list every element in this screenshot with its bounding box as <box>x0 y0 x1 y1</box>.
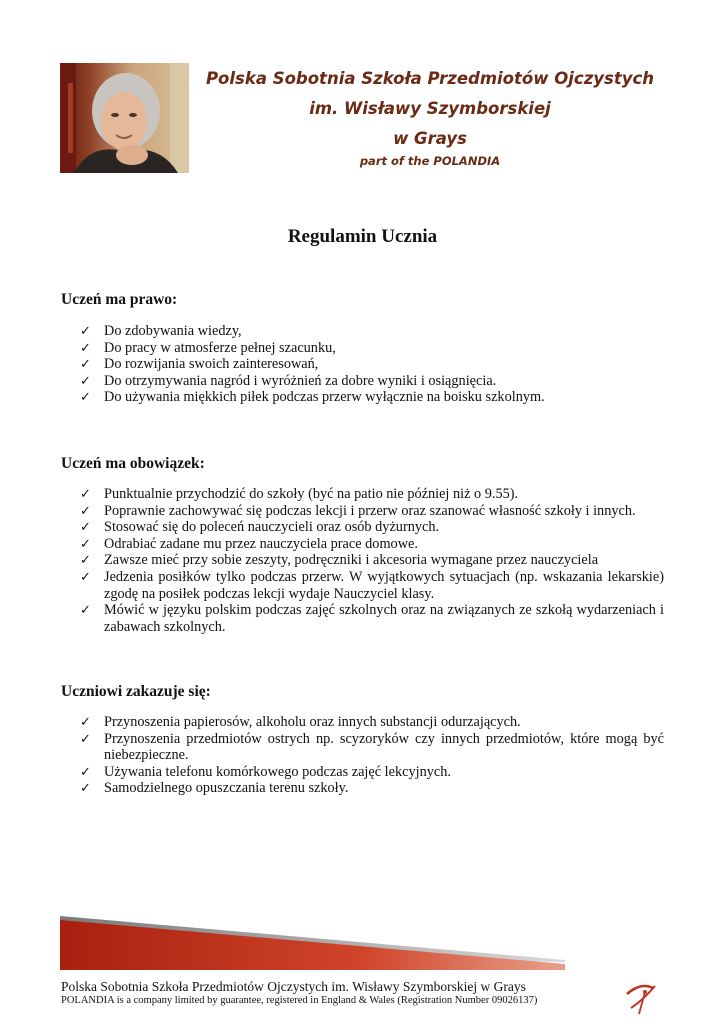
checkmark-icon: ✓ <box>80 602 91 618</box>
list-item: ✓ Do rozwijania swoich zainteresowań, <box>80 356 319 373</box>
polandia-logo-icon <box>621 978 661 1023</box>
checkmark-icon: ✓ <box>80 502 91 518</box>
checkmark-icon: ✓ <box>80 356 91 372</box>
checkmark-icon: ✓ <box>80 714 91 729</box>
checkmark-icon: ✓ <box>80 519 91 535</box>
list-item: ✓ Stosować się do poleceń nauczycieli oraz osób dyżurnych. <box>80 519 440 536</box>
footer-band <box>60 916 565 975</box>
list-item: ✓ Przynoszenia przedmiotów ostrych np. scyzoryków czy innych przedmiotów, które mogą być niebezpieczne. <box>80 730 664 764</box>
list-item: ✓ Poprawnie zachowywać się podczas lekcji i przerw oraz szanować własność szkoły i innych. <box>80 502 636 519</box>
school-subtitle: part of the POLANDIA <box>359 154 501 168</box>
section-heading-duties: Uczeń ma obowiązek: <box>61 455 205 472</box>
checkmark-icon: ✓ <box>80 568 91 584</box>
checkmark-icon: ✓ <box>80 763 91 779</box>
list-item: ✓ Zawsze mieć przy sobie zeszyty, podręczniki i akcesoria wymagane przez nauczyciela <box>80 552 599 569</box>
document-title: Regulamin Ucznia <box>287 226 438 247</box>
checkmark-icon: ✓ <box>80 339 91 355</box>
checkmark-icon: ✓ <box>80 535 91 551</box>
list-item: ✓ Punktualnie przychodzić do szkoły (być na patio nie później niż o 9.55). <box>80 486 519 502</box>
list-item: ✓ Do używania miękkich piłek podczas przerw wyłącznie na boisku szkolnym. <box>80 389 545 406</box>
list-item: ✓ Do zdobywania wiedzy, <box>80 323 242 339</box>
list-item: ✓ Mówić w języku polskim podczas zajęć szkolnych oraz na związanych ze szkołą wydarzeniach i zabawach szkolnych. <box>80 602 664 635</box>
duties-list <box>80 486 664 635</box>
rights-list <box>80 323 664 406</box>
checkmark-icon: ✓ <box>80 730 91 746</box>
school-name-line-1: Polska Sobotnia Szkoła Przedmiotów Ojczystych <box>205 69 655 88</box>
portrait-photo <box>60 63 189 173</box>
checkmark-icon: ✓ <box>80 780 91 796</box>
school-name-line-2: im. Wisławy Szymborskiej <box>309 99 551 118</box>
list-item: ✓ Jedzenia posiłków tylko podczas przerw. W wyjątkowych sytuacjach (np. wskazania lekarskie) zgodę na posiłek podczas lekcji wydaje Nauczyciel klasy. <box>80 568 664 602</box>
list-item: ✓ Odrabiać zadane mu przez nauczyciela prace domowe. <box>80 535 418 552</box>
checkmark-icon: ✓ <box>80 486 91 501</box>
list-item: ✓ Samodzielnego opuszczania terenu szkoły. <box>80 780 349 797</box>
list-item: ✓ Do otrzymywania nagród i wyróżnień za dobre wyniki i osiągnięcia. <box>80 372 497 389</box>
checkmark-icon: ✓ <box>80 389 91 405</box>
list-item: ✓ Do pracy w atmosferze pełnej szacunku, <box>80 339 336 356</box>
footer-registration: POLANDIA is a company limited by guarantee, registered in England & Wales (Registration Number 09026137) <box>61 995 538 1006</box>
footer-school-name: Polska Sobotnia Szkoła Przedmiotów Ojczystych im. Wisławy Szymborskiej w Grays <box>61 979 526 994</box>
section-heading-prohibitions: Uczniowi zakazuje się: <box>61 683 211 700</box>
school-name <box>200 64 660 154</box>
school-name-line-3: w Grays <box>393 129 467 148</box>
prohibitions-list <box>80 714 664 797</box>
checkmark-icon: ✓ <box>80 323 91 338</box>
checkmark-icon: ✓ <box>80 552 91 568</box>
list-item: ✓ Używania telefonu komórkowego podczas zajęć lekcyjnych. <box>80 763 451 780</box>
checkmark-icon: ✓ <box>80 372 91 388</box>
section-heading-rights: Uczeń ma prawo: <box>61 291 178 308</box>
list-item: ✓ Przynoszenia papierosów, alkoholu oraz innych substancji odurzających. <box>80 714 521 730</box>
